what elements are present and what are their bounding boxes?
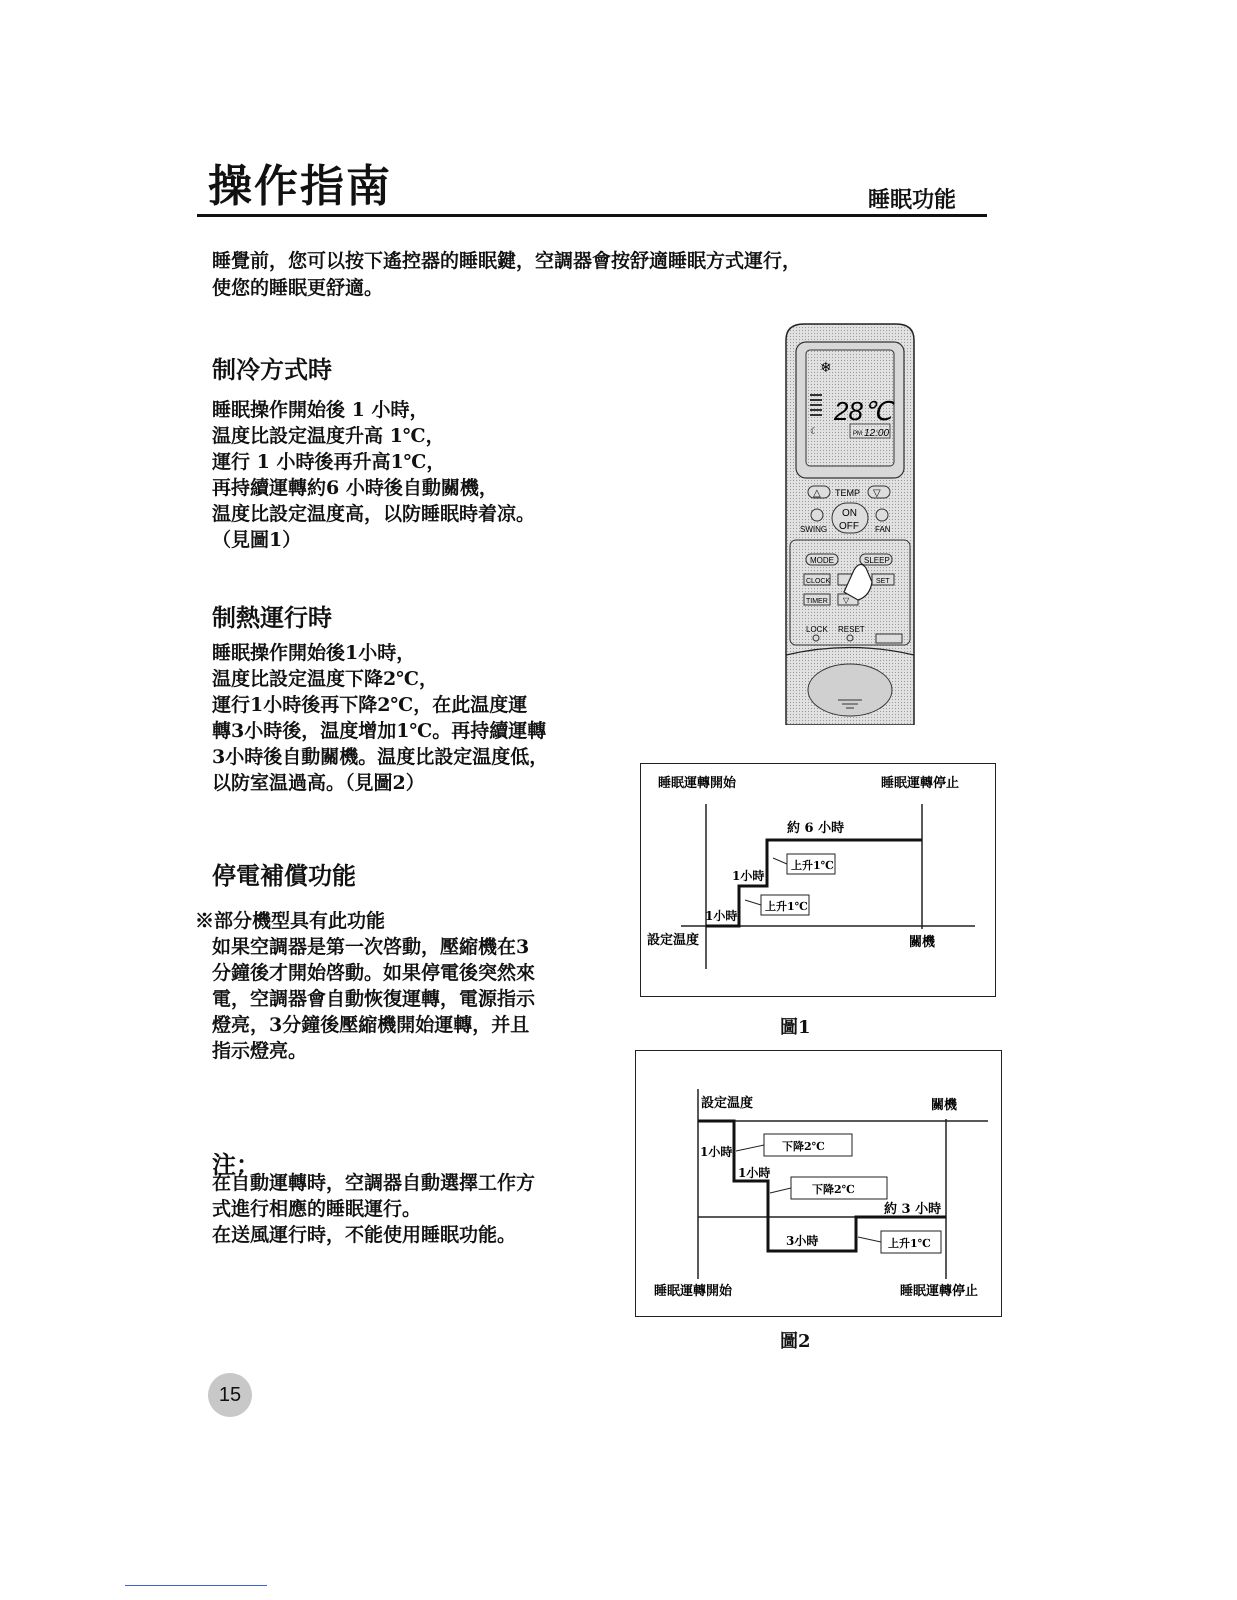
note-line: 在送風運行時，不能使用睡眠功能。 (212, 1224, 517, 1246)
note-heading: 注： (212, 1150, 260, 1179)
cooling-line: 運行 1 小時後再升高1℃， (212, 451, 446, 473)
fig2-duration-label: 約 3 小時 (884, 1202, 942, 1217)
heating-body (212, 640, 548, 796)
fig1-temperature-curve (706, 840, 922, 926)
intro-paragraph (212, 248, 801, 302)
battery-icon (876, 634, 902, 643)
timer-label: TIMER (806, 598, 828, 605)
remote-control-illustration (780, 320, 920, 725)
figure-1-caption: 圖1 (780, 1017, 811, 1038)
fig2-drop-2: 下降2℃ (812, 1183, 855, 1196)
power-line: 指示燈亮。 (212, 1040, 308, 1062)
heating-line: 轉3小時後，温度增加1℃。再持續運轉 (212, 720, 547, 742)
mode-label: MODE (810, 556, 834, 565)
set-label: SET (876, 578, 890, 585)
footer-line (125, 1585, 267, 1586)
fig2-step-3: 3小時 (786, 1234, 819, 1248)
fig1-rise-1: 上升1℃ (765, 900, 808, 913)
up-arrow-icon: △ (813, 488, 821, 499)
lock-button[interactable] (813, 635, 819, 641)
fig2-step-2: 1小時 (738, 1166, 771, 1180)
power-line: 分鐘後才開始啓動。如果停電後突然來 (212, 962, 536, 984)
section-title: 睡眠功能 (868, 187, 957, 213)
heating-line: 3小時後自動關機。温度比設定温度低， (212, 746, 549, 768)
fig2-rise: 上升1℃ (888, 1237, 931, 1250)
cooling-line: 温度比設定温度升高 1℃， (212, 425, 445, 447)
cooling-line: 再持續運轉約6 小時後自動關機， (212, 477, 498, 499)
cooling-line: 温度比設定温度高，以防睡眠時着凉。 (212, 503, 536, 525)
fig1-set-temp-label: 設定温度 (647, 933, 700, 948)
power-body (212, 934, 535, 1064)
fig2-set-temp-label: 設定温度 (701, 1096, 754, 1111)
cooling-heading: 制冷方式時 (212, 355, 332, 384)
off-label: OFF (839, 521, 859, 532)
header-rule (197, 214, 987, 217)
remote-time-display: 12:00 (864, 428, 890, 439)
fan-label: FAN (875, 525, 891, 534)
fig1-start-label: 睡眠運轉開始 (658, 776, 737, 791)
note-line: 在自動運轉時，空調器自動選擇工作方 (212, 1172, 536, 1194)
heating-line: 以防室温過高。（見圖2） (212, 772, 425, 794)
note-line: 式進行相應的睡眠運行。 (212, 1198, 422, 1220)
fig1-step-1: 1小時 (705, 909, 738, 923)
sleep-label: SLEEP (864, 556, 890, 565)
fig1-duration-label: 約 6 小時 (787, 821, 845, 836)
remote-pm-label: PM (853, 431, 862, 437)
power-heading: 停電補償功能 (212, 861, 356, 890)
reset-label: RESET (838, 625, 865, 634)
note-body (212, 1170, 535, 1248)
on-label: ON (842, 508, 857, 519)
figure-2 (635, 1050, 1002, 1317)
remote-temp-display: 28℃ (834, 396, 893, 426)
fig1-stop-label: 睡眠運轉停止 (881, 776, 960, 791)
fig1-step-2: 1小時 (732, 869, 765, 883)
moon-icon: ☾ (810, 426, 819, 436)
page-title: 操作指南 (208, 161, 392, 212)
fan-button[interactable] (876, 509, 888, 521)
power-line: 電，空調器會自動恢復運轉，電源指示 (212, 988, 536, 1010)
cooling-body (212, 397, 535, 553)
swing-label: SWING (800, 525, 828, 534)
figure-1 (640, 763, 996, 997)
fig2-off-label: 關機 (931, 1098, 958, 1113)
lock-label: LOCK (806, 625, 828, 634)
snowflake-icon: ❄ (820, 359, 832, 375)
fig2-step-1: 1小時 (700, 1145, 733, 1159)
reset-button[interactable] (847, 635, 853, 641)
heating-line: 睡眠操作開始後1小時， (212, 642, 416, 664)
fig2-stop-label: 睡眠運轉停止 (900, 1284, 979, 1299)
power-note: ※部分機型具有此功能 (195, 910, 386, 932)
figure-2-caption: 圖2 (780, 1331, 811, 1352)
heating-heading: 制熱運行時 (212, 603, 332, 632)
page-number: 15 (208, 1373, 252, 1417)
intro-line: 使您的睡眠更舒適。 (212, 277, 384, 299)
cooling-line: 睡眠操作開始後 1 小時， (212, 399, 429, 421)
heating-line: 温度比設定温度下降2℃， (212, 668, 438, 690)
intro-line: 睡覺前，您可以按下遙控器的睡眠鍵，空調器會按舒適睡眠方式運行， (212, 250, 802, 272)
power-line: 如果空調器是第一次啓動，壓縮機在3 (212, 936, 530, 958)
fig2-drop-1: 下降2℃ (782, 1140, 825, 1153)
cooling-line: （見圖1） (212, 529, 302, 551)
power-line: 燈亮，3分鐘後壓縮機開始運轉，并且 (212, 1014, 530, 1036)
fig1-off-label: 關機 (909, 935, 936, 950)
temp-label: TEMP (835, 488, 861, 498)
fig2-start-label: 睡眠運轉開始 (654, 1284, 733, 1299)
down-arrow-icon: ▽ (873, 488, 881, 499)
heating-line: 運行1小時後再下降2℃，在此温度運 (212, 694, 528, 716)
clock-label: CLOCK (806, 578, 831, 585)
swing-button[interactable] (811, 509, 823, 521)
fig1-rise-2: 上升1℃ (791, 859, 834, 872)
down-arrow-icon: ▽ (843, 596, 850, 605)
